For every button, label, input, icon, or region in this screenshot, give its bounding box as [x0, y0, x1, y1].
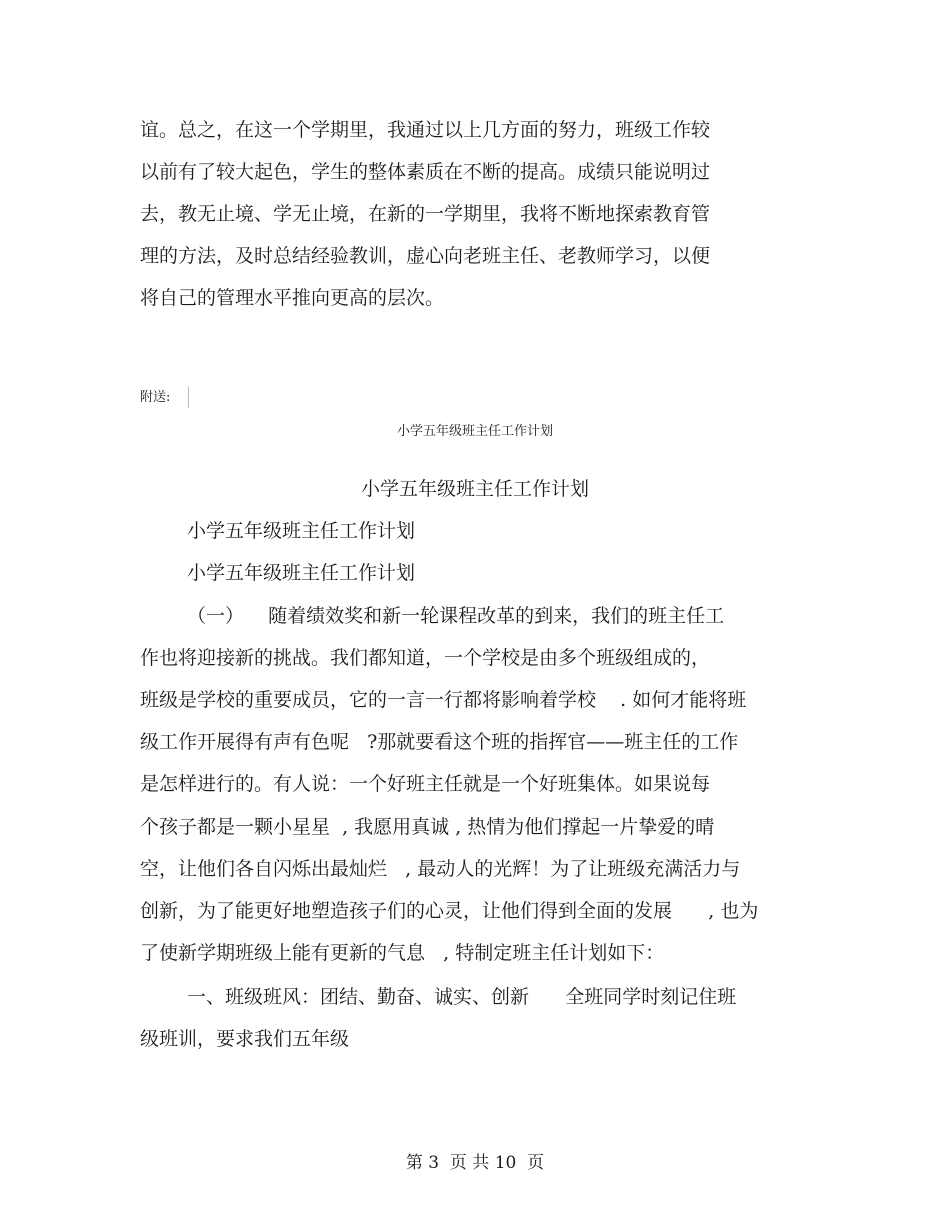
- body-line-3: 班级是学校的重要成员，它的一言一行都将影响着学校 . 如何才能将班: [140, 689, 747, 711]
- body-line-2: 作也将迎接新的挑战。我们都知道，一个学校是由多个班级组成的，: [140, 647, 711, 669]
- body-line-6: 个孩子都是一颗小星星 , 我愿用真诚 , 热情为他们撑起一片挚爱的晴: [140, 816, 715, 838]
- subtitle-1: 小学五年级班主任工作计划: [187, 520, 416, 542]
- section-1-line-1: 一、班级班风：团结、勤奋、诚实、创新 全班同学时刻记住班: [187, 986, 737, 1008]
- paragraph-line-5: 将自己的管理水平推向更高的层次。: [140, 287, 445, 309]
- paragraph-line-1: 谊。总之，在这一个学期里，我通过以上几方面的努力，班级工作较: [140, 119, 711, 141]
- body-line-5: 是怎样进行的。有人说：一个好班主任就是一个好班集体。如果说每: [140, 773, 711, 795]
- body-line-8: 创新，为了能更好地塑造孩子们的心灵，让他们得到全面的发展 , 也为: [140, 900, 759, 922]
- body-line-7: 空，让他们各自闪烁出最灿烂 , 最动人的光辉！为了让班级充满活力与: [140, 858, 741, 880]
- appendix-label: 附送:: [140, 390, 171, 405]
- section-1-line-2: 级班训，要求我们五年级: [140, 1028, 350, 1050]
- subtitle-2: 小学五年级班主任工作计划: [187, 562, 416, 584]
- page-footer: 第 3 页 共 10 页: [405, 1153, 545, 1173]
- paragraph-line-3: 去，教无止境、学无止境，在新的一学期里，我将不断地探索教育管: [140, 203, 711, 225]
- body-line-1: （一） 随着绩效奖和新一轮课程改革的到来，我们的班主任工: [187, 605, 725, 627]
- paragraph-line-2: 以前有了较大起色，学生的整体素质在不断的提高。成绩只能说明过: [140, 161, 711, 183]
- body-line-4: 级工作开展得有声有色呢 ?那就要看这个班的指挥官——班主任的工作: [140, 731, 739, 753]
- small-title: 小学五年级班主任工作计划: [396, 424, 553, 439]
- body-line-9: 了使新学期班级上能有更新的气息 , 特制定班主任计划如下：: [140, 942, 665, 964]
- paragraph-line-4: 理的方法，及时总结经验教训，虚心向老班主任、老教师学习，以便: [140, 245, 711, 267]
- main-title: 小学五年级班主任工作计划: [360, 478, 589, 500]
